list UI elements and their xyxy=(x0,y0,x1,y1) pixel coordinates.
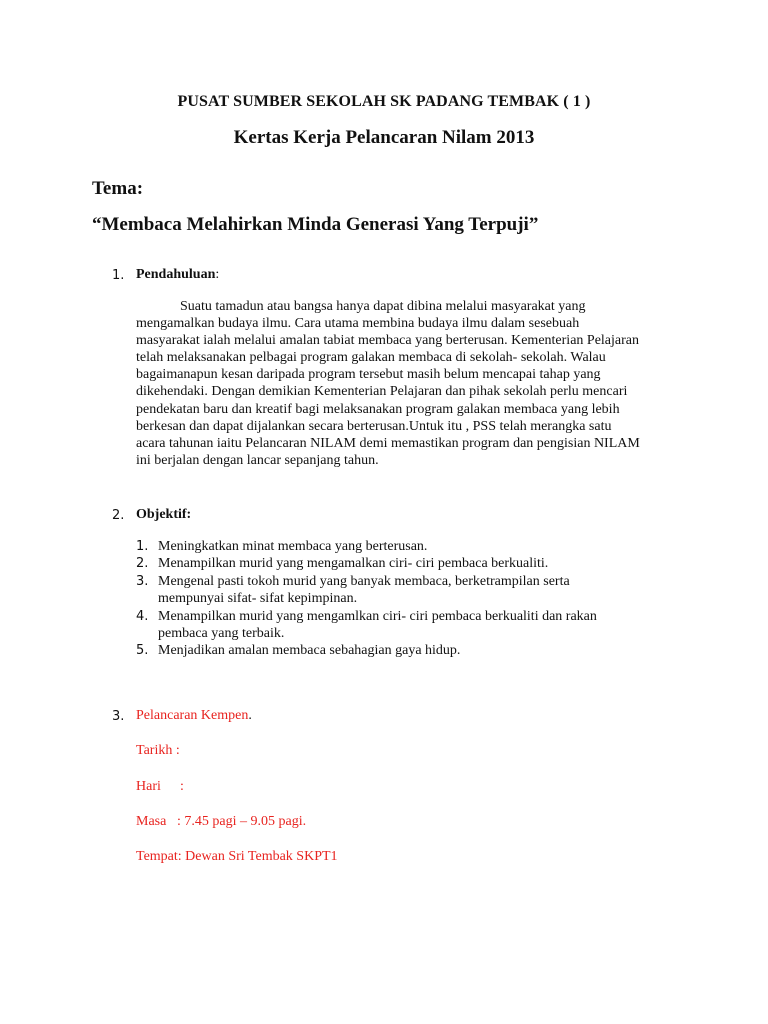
document-title: Kertas Kerja Pelancaran Nilam 2013 xyxy=(233,127,535,148)
field-tempat-label: Tempat: Dewan Sri Tembak SKPT1 xyxy=(136,849,338,864)
objectives-list xyxy=(136,538,696,660)
school-heading: PUSAT SUMBER SEKOLAH SK PADANG TEMBAK ( 1 ) xyxy=(177,93,591,110)
list-item-number: 4. xyxy=(136,608,149,624)
list-item-text: Menampilkan murid yang mengamlkan ciri- ciri pembaca berkualiti dan rakan xyxy=(158,608,597,624)
theme-motto: “Membaca Melahirkan Minda Generasi Yang Terpuji” xyxy=(92,214,539,235)
paragraph-line: pendekatan baru dan kreatif bagi melaksanakan program galakan membaca yang lebih xyxy=(136,401,620,417)
paragraph-line: ini berjalan dengan lancar sepanjang tahun. xyxy=(136,452,379,468)
section-3-title-text: Pelancaran Kempen xyxy=(136,708,249,723)
section-1-title-suffix: : xyxy=(215,267,220,282)
list-item-number: 1. xyxy=(136,539,149,554)
list-item-text: Mengenal pasti tokoh murid yang banyak membaca, berketrampilan serta xyxy=(158,573,570,589)
paragraph-line: bagaimanapun kesan daripada program tersebut masih belum mencapai tahap yang xyxy=(136,367,601,383)
list-item xyxy=(136,573,696,608)
field-tarikh xyxy=(136,743,180,759)
section-2-title: Objektif: xyxy=(136,507,192,522)
paragraph-line: mengamalkan budaya ilmu. Cara utama membina budaya ilmu dalam sesebuah xyxy=(136,316,580,332)
list-item xyxy=(136,642,696,659)
section-3-number: 3. xyxy=(112,709,125,724)
field-tarikh-label: Tarikh : xyxy=(136,743,180,758)
paragraph-line: dikehendaki. Dengan demikian Kementerian Pelajaran dan pihak sekolah perlu mencari xyxy=(136,384,628,400)
section-3-title-suffix: . xyxy=(248,708,252,723)
paragraph-line: Suatu tamadun atau bangsa hanya dapat dibina melalui masyarakat yang xyxy=(180,299,586,314)
paragraph-line: acara tahunan iaitu Pelancaran NILAM demi memastikan program dan pengisian NILAM xyxy=(136,435,640,451)
field-hari-label: Hari xyxy=(136,779,161,794)
list-item-number: 5. xyxy=(136,643,149,659)
paragraph-line: berkesan dan dapat dijalankan secara berterusan.Untuk itu , PSS telah merangka satu xyxy=(136,418,612,434)
field-masa xyxy=(136,814,306,830)
theme-label: Tema: xyxy=(92,178,144,199)
list-item-text: pembaca yang terbaik. xyxy=(158,626,285,642)
paragraph-line: telah melaksanakan pelbagai program galakan membaca di sekolah- sekolah. Walau xyxy=(136,350,606,366)
field-masa-label: Masa xyxy=(136,814,167,829)
field-hari-value: : xyxy=(180,779,184,794)
field-hari xyxy=(136,779,184,795)
list-item xyxy=(136,555,696,572)
field-masa-value: : 7.45 pagi – 9.05 pagi. xyxy=(177,814,307,829)
list-item xyxy=(136,538,696,555)
list-item-text: Menjadikan amalan membaca sebahagian gaya hidup. xyxy=(158,643,461,659)
list-item-text: Menampilkan murid yang mengamalkan ciri- ciri pembaca berkualiti. xyxy=(158,556,549,572)
paragraph-line: masyarakat ialah melalui amalan tabiat membaca yang berterusan. Kementerian Pelajaran xyxy=(136,333,639,349)
section-3-title xyxy=(136,708,252,724)
list-item-text: mempunyai sifat- sifat kepimpinan. xyxy=(158,591,358,607)
list-item-number: 2. xyxy=(136,556,149,572)
section-1-title xyxy=(136,267,219,283)
introduction-paragraph xyxy=(136,298,677,469)
list-item-text: Meningkatkan minat membaca yang berterusan. xyxy=(158,539,428,554)
list-item-number: 3. xyxy=(136,573,149,589)
field-tempat xyxy=(136,849,338,865)
section-2-number: 2. xyxy=(112,508,125,523)
section-1-title-text: Pendahuluan xyxy=(136,267,216,282)
section-1-number: 1. xyxy=(112,268,125,283)
list-item xyxy=(136,608,696,643)
